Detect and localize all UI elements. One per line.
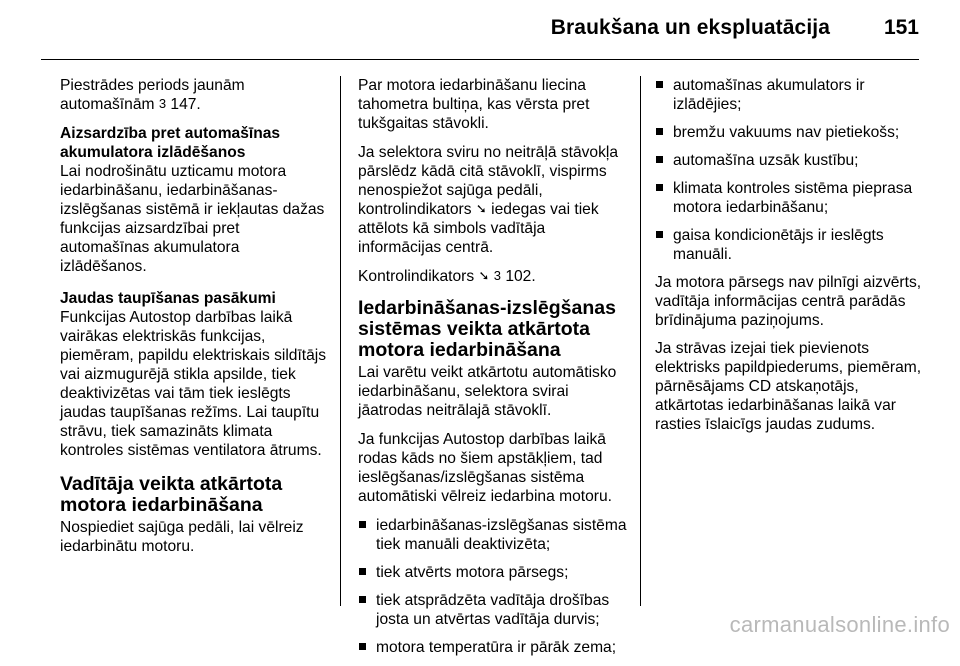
list-item: automašīnas akumulators ir izlādējies;: [655, 76, 925, 114]
list-item: iedarbināšanas-izslēgšanas sistēma tiek manuāli deaktivizēta;: [358, 516, 630, 554]
list-item: gaisa kondicionētājs ir ieslēgts manuāli.: [655, 226, 925, 264]
driver-restart-heading: Vadītāja veikta atkārtota motora iedarbināšana: [60, 473, 283, 516]
page-reference-icon: 3: [158, 96, 167, 111]
page-number: 151: [883, 16, 919, 39]
list-item: bremžu vakuums nav pietiekošs;: [655, 123, 925, 142]
header-divider: [41, 59, 919, 60]
column-2: [358, 76, 630, 666]
intro-paragraph: Piestrādes periods jaunām automašīnām 3 147.: [60, 77, 245, 113]
column-divider-2: [640, 76, 641, 606]
battery-protection-title: Aizsardzība pret automašīnas akumulatora izlādēšanos: [60, 125, 281, 161]
list-item: tiek atvērts motora pārsegs;: [358, 563, 630, 582]
list-item: automašīna uzsāk kustību;: [655, 151, 925, 170]
system-restart-heading: Iedarbināšanas-izslēgšanas sistēmas veikta atkārtota motora iedarbināšana: [358, 297, 616, 361]
autostop-conditions-paragraph: Ja funkcijas Autostop darbības laikā rodas kāds no šiem apstākļiem, tad ieslēgšanas/izslēgšanas sistēma automātiski vēlreiz iedarbina motoru.: [358, 431, 612, 505]
power-saving-body: Funkcijas Autostop darbības laikā vairākas elektriskās funkcijas, piemēram, papildu elektriskais sildītājs vai aizmugurējā stikla apsilde, tiek deaktivizētas vai tām tiek ieslēgts jaudas taupīšanas režīms. Lai taupītu strāvu, tiek samazināts klimata kontroles sistēmas ventilatora ātrums.: [60, 309, 327, 459]
restart-conditions-list-continued: [655, 76, 925, 264]
page-reference[interactable]: 147.: [170, 96, 201, 113]
hood-warning-paragraph: Ja motora pārsegs nav pilnīgi aizvērts, vadītāja informācijas centrā parādās brīdinājuma paziņojums.: [655, 274, 922, 329]
column-1: [60, 76, 328, 566]
list-item: motora temperatūra ir pārāk zema;: [358, 638, 630, 657]
tachometer-paragraph: Par motora iedarbināšanu liecina tahometra bultiņa, kas vērsta pret tukšgaitas stāvokli.: [358, 77, 590, 132]
battery-protection-body: Lai nodrošinātu uzticamu motora iedarbināšanu, iedarbināšanas-izslēgšanas sistēmā ir iekļautas dažas funkcijas aizsardzībai pret automašīnas akumulatora izlādēšanos.: [60, 163, 325, 275]
restart-conditions-list: [358, 516, 630, 657]
power-loss-paragraph: Ja strāvas izejai tiek pievienots elektrisks papildpiederums, piemēram, pārnēsājams CD atskaņotājs, atkārtotas iedarbināšanas laikā var rasties īslaicīgs jaudas zudums.: [655, 340, 922, 433]
page-reference-icon: 3: [493, 268, 501, 283]
list-item: klimata kontroles sistēma pieprasa motora iedarbināšanu;: [655, 179, 925, 217]
page-reference[interactable]: 102.: [505, 268, 536, 285]
page-header: [0, 0, 960, 62]
battery-protection-section: [60, 124, 328, 276]
chapter-title: Braukšana un ekspluatācija: [550, 16, 830, 39]
column-3: [655, 76, 925, 443]
driver-restart-body: Nospiediet sajūga pedāli, lai vēlreiz iedarbinātu motoru.: [60, 519, 304, 555]
neutral-position-paragraph: Lai varētu veikt atkārtotu automātisko iedarbināšanu, selektora svirai jāatrodas neitrālajā stāvoklī.: [358, 364, 617, 419]
list-item: tiek atsprādzēta vadītāja drošības josta un atvērtas vadītāja durvis;: [358, 591, 630, 629]
column-divider-1: [340, 76, 341, 606]
indicator-reference-paragraph: Kontrolindikators ➘ 3 102.: [358, 268, 536, 285]
watermark: carmanualsonline.info: [729, 612, 950, 637]
power-saving-section: [60, 289, 328, 460]
autostop-indicator-icon: ➘: [478, 268, 490, 283]
selector-paragraph: Ja selektora sviru no neitrāļā stāvokļa pārslēdz kādā citā stāvoklī, vispirms nenospiežot sajūga pedāli, kontrolindikators ➘ iedegas vai tiek attēlots kā simbols vadītāja informācijas centrā.: [358, 144, 619, 256]
autostop-indicator-icon: ➘: [475, 201, 487, 216]
power-saving-title: Jaudas taupīšanas pasākumi: [60, 290, 276, 307]
